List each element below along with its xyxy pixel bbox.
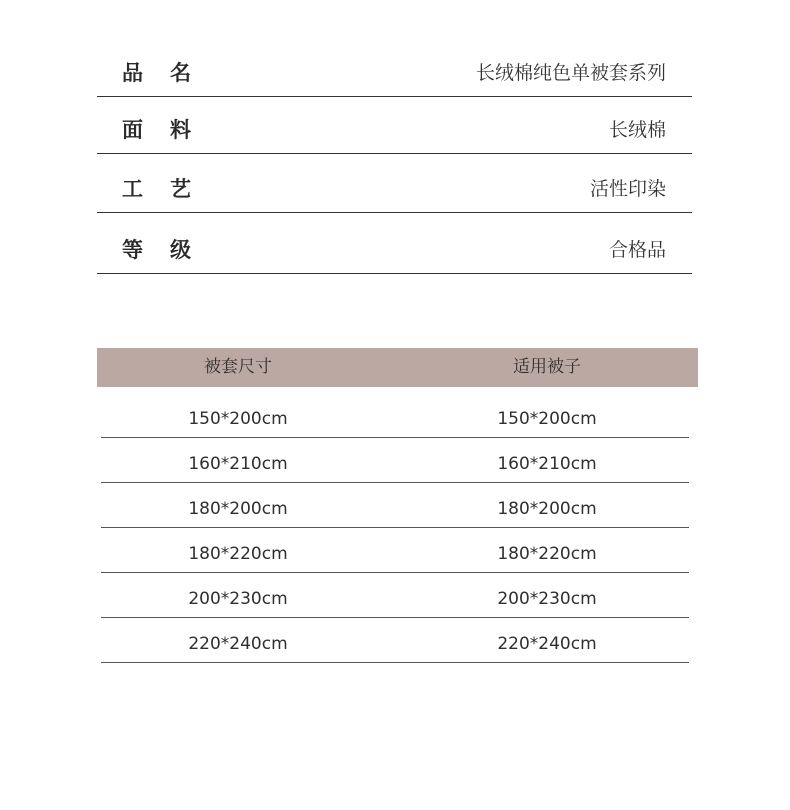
cell-cover-size: 180*220cm: [188, 544, 288, 564]
spec-label-char: 工: [122, 177, 143, 201]
spec-value: 长绒棉: [608, 119, 666, 141]
cell-fit-quilt: 150*200cm: [497, 409, 597, 429]
table-row: [101, 573, 689, 618]
spec-row-process: [97, 154, 692, 213]
table-row: [101, 395, 689, 438]
table-row: [101, 483, 689, 528]
spec-label-char: 料: [170, 118, 191, 142]
cell-cover-size: 180*200cm: [188, 499, 288, 519]
cell-fit-quilt: 180*200cm: [497, 499, 597, 519]
spec-label-char: 级: [170, 238, 191, 262]
header-cover-size: 被套尺寸: [204, 357, 272, 377]
spec-value: 活性印染: [589, 178, 666, 200]
cell-fit-quilt: 180*220cm: [497, 544, 597, 564]
cell-fit-quilt: 220*240cm: [497, 634, 597, 654]
table-row: [101, 528, 689, 573]
cell-cover-size: 220*240cm: [188, 634, 288, 654]
spec-label-char: 等: [122, 238, 143, 262]
spec-value: 合格品: [608, 239, 666, 261]
cell-cover-size: 200*230cm: [188, 589, 288, 609]
table-row: [101, 618, 689, 663]
cell-fit-quilt: 200*230cm: [497, 589, 597, 609]
spec-label: [122, 175, 191, 203]
cell-cover-size: 150*200cm: [188, 409, 288, 429]
header-fit-quilt: 适用被子: [513, 357, 581, 377]
size-table-body: [101, 395, 689, 663]
spec-label-char: 面: [122, 118, 143, 142]
cell-cover-size: 160*210cm: [188, 454, 288, 474]
spec-row-fabric: [97, 97, 692, 154]
product-spec-list: [97, 49, 692, 274]
spec-label: [122, 116, 191, 144]
cell-fit-quilt: 160*210cm: [497, 454, 597, 474]
spec-label: [122, 236, 191, 264]
spec-row-product-name: [97, 49, 692, 97]
spec-label-char: 品: [122, 61, 143, 85]
size-table-header: [97, 348, 698, 387]
spec-label: [122, 59, 191, 87]
spec-label-char: 名: [170, 61, 191, 85]
spec-value: 长绒棉纯色单被套系列: [475, 62, 666, 84]
table-row: [101, 438, 689, 483]
spec-label-char: 艺: [170, 177, 191, 201]
spec-row-grade: [97, 213, 692, 274]
